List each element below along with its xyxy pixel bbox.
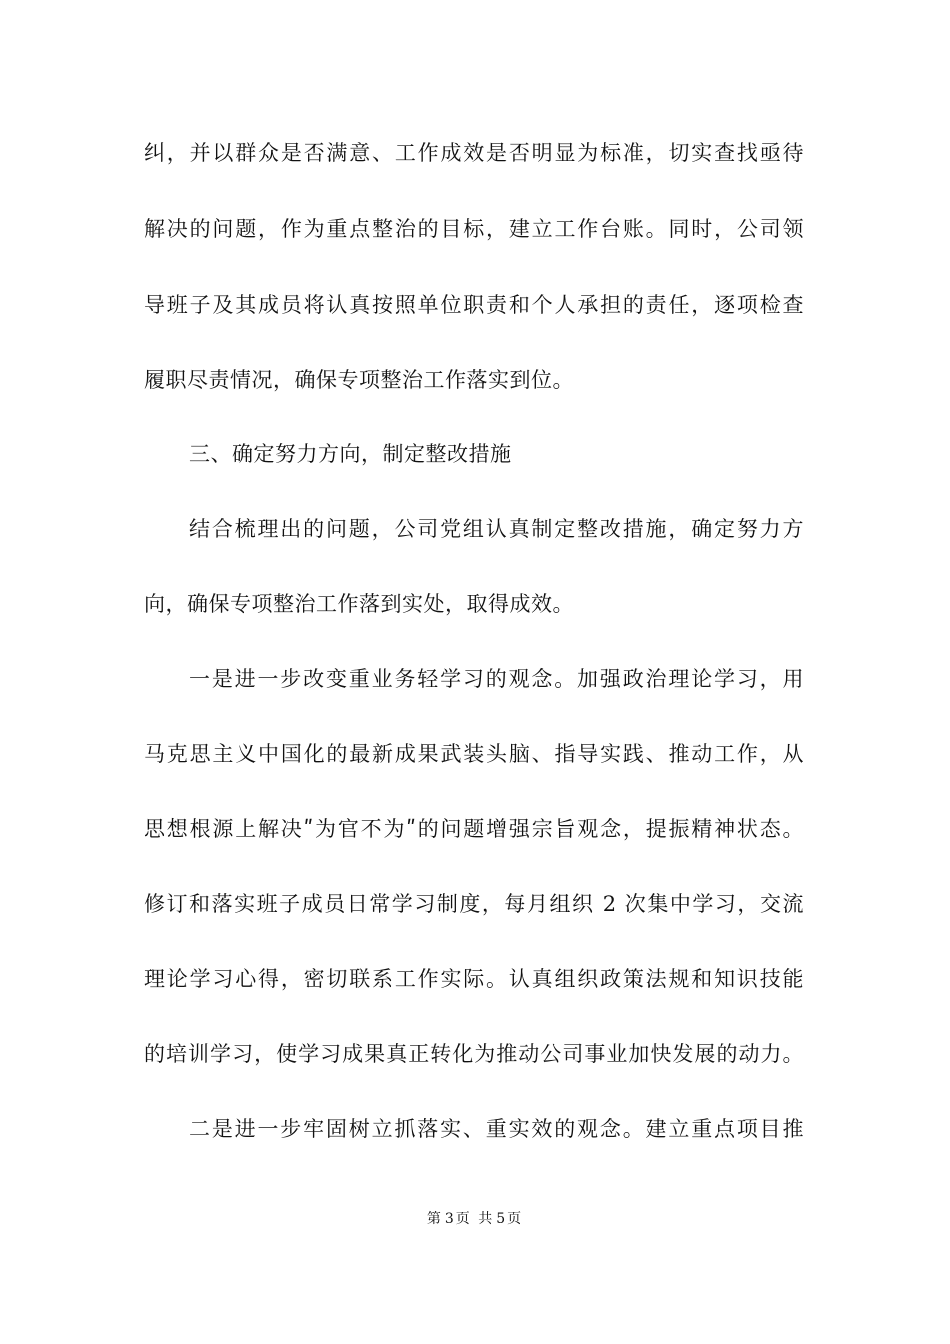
paragraph-line: 导班子及其成员将认真按照单位职责和个人承担的责任，逐项检查 bbox=[144, 293, 804, 317]
paragraph-line: 解决的问题，作为重点整治的目标，建立工作台账。同时，公司领 bbox=[144, 217, 804, 241]
paragraph-line: 二是进一步牢固树立抓落实、重实效的观念。建立重点项目推 bbox=[189, 1117, 804, 1141]
footer-prefix: 第 bbox=[426, 1211, 443, 1227]
paragraph-line: 履职尽责情况，确保专项整治工作落实到位。 bbox=[144, 368, 574, 392]
paragraph-line: 一是进一步改变重业务轻学习的观念。加强政治理论学习，用 bbox=[189, 667, 804, 691]
paragraph-line: 马克思主义中国化的最新成果武装头脑、指导实践、推动工作，从 bbox=[144, 742, 804, 766]
section-heading: 三、确定努力方向，制定整改措施 bbox=[189, 442, 512, 466]
footer-current-page: 3 bbox=[444, 1211, 454, 1227]
paragraph-line: 结合梳理出的问题，公司党组认真制定整改措施，确定努力方 bbox=[189, 517, 804, 541]
paragraph-line: 修订和落实班子成员日常学习制度，每月组织 2 次集中学习，交流 bbox=[144, 892, 804, 916]
page-footer bbox=[0, 1210, 950, 1228]
paragraph-line: 的培训学习，使学习成果真正转化为推动公司事业加快发展的动力。 bbox=[144, 1042, 804, 1066]
footer-middle: 页 共 bbox=[455, 1211, 495, 1227]
footer-suffix: 页 bbox=[507, 1211, 524, 1227]
paragraph-line: 向，确保专项整治工作落到实处，取得成效。 bbox=[144, 592, 574, 616]
paragraph-line: 纠，并以群众是否满意、工作成效是否明显为标准，切实查找亟待 bbox=[144, 141, 804, 165]
paragraph-line: 思想根源上解决ʺ为官不为ʺ的问题增强宗旨观念，提振精神状态。 bbox=[144, 817, 804, 841]
paragraph-line: 理论学习心得，密切联系工作实际。认真组织政策法规和知识技能 bbox=[144, 967, 804, 991]
footer-total-pages: 5 bbox=[496, 1211, 506, 1227]
